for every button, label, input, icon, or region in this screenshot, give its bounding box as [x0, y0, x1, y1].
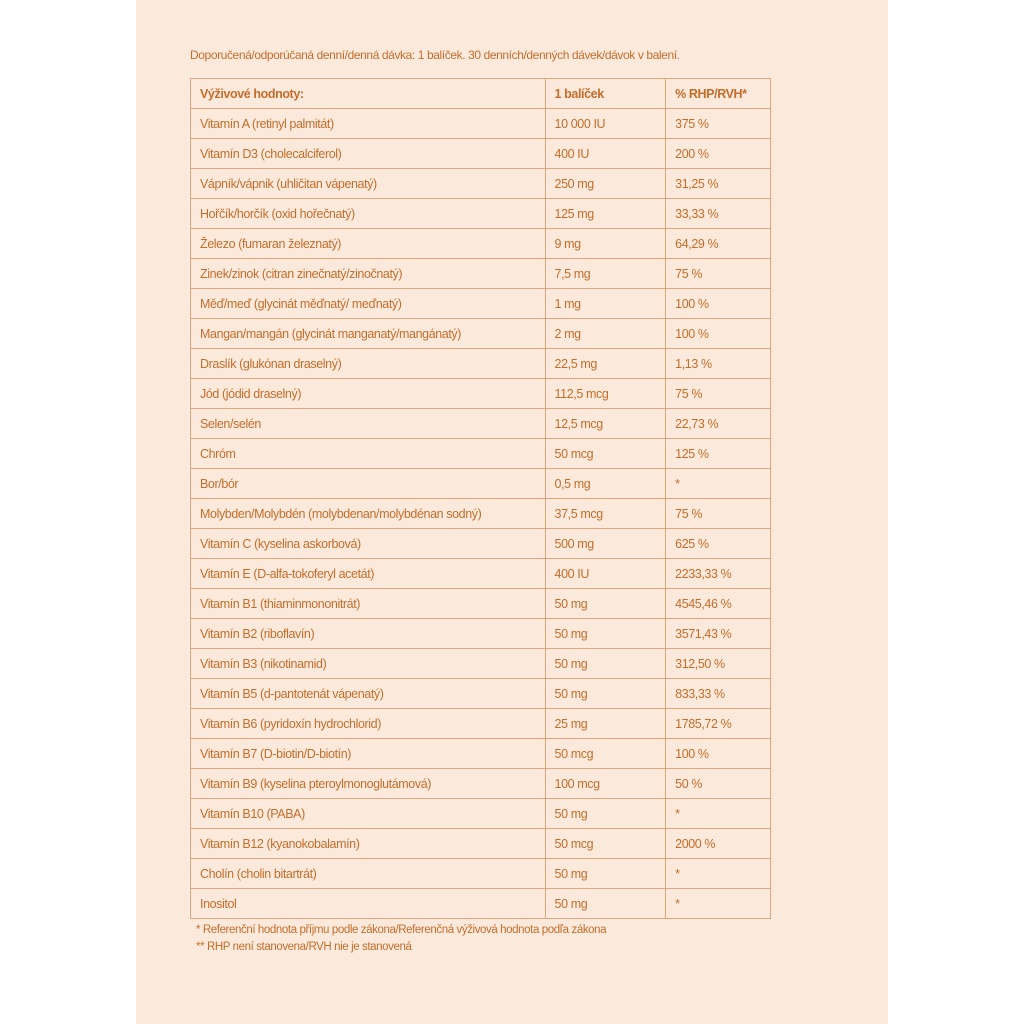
table-row [191, 649, 771, 679]
rhp-percent: 31,25 % [666, 169, 771, 199]
amount: 9 mg [545, 229, 666, 259]
nutrient-name: Inositol [191, 889, 546, 919]
rhp-percent: 2233,33 % [666, 559, 771, 589]
table-row [191, 739, 771, 769]
rhp-percent: 125 % [666, 439, 771, 469]
rhp-percent: 1,13 % [666, 349, 771, 379]
table-row [191, 199, 771, 229]
table-row [191, 409, 771, 439]
amount: 50 mcg [545, 739, 666, 769]
amount: 25 mg [545, 709, 666, 739]
table-row [191, 829, 771, 859]
rhp-percent: 3571,43 % [666, 619, 771, 649]
nutrient-name: Bor/bór [191, 469, 546, 499]
nutrient-name: Vitamín D3 (cholecalciferol) [191, 139, 546, 169]
rhp-percent: 4545,46 % [666, 589, 771, 619]
table-row [191, 799, 771, 829]
amount: 50 mg [545, 619, 666, 649]
amount: 12,5 mcg [545, 409, 666, 439]
table-row [191, 559, 771, 589]
table-row [191, 709, 771, 739]
table-row [191, 469, 771, 499]
table-row [191, 169, 771, 199]
table-row [191, 889, 771, 919]
rhp-percent: 1785,72 % [666, 709, 771, 739]
rhp-percent: 200 % [666, 139, 771, 169]
header-nutrient: Výživové hodnoty: [191, 79, 546, 109]
table-row [191, 439, 771, 469]
nutrient-name: Vitamín C (kyselina askorbová) [191, 529, 546, 559]
nutrient-name: Molybden/Molybdén (molybdenan/molybdénan sodný) [191, 499, 546, 529]
table-row [191, 259, 771, 289]
amount: 50 mg [545, 799, 666, 829]
dosage-intro: Doporučená/odporúčaná denní/denná dávka: 1 balíček. 30 denních/denných dávek/dávok v balení. [190, 48, 680, 62]
nutrient-name: Cholín (cholin bitartrát) [191, 859, 546, 889]
amount: 1 mg [545, 289, 666, 319]
amount: 7,5 mg [545, 259, 666, 289]
amount: 50 mg [545, 889, 666, 919]
rhp-percent: * [666, 889, 771, 919]
table-header-row [191, 79, 771, 109]
rhp-percent: 312,50 % [666, 649, 771, 679]
rhp-percent: 75 % [666, 259, 771, 289]
nutrient-name: Mangan/mangán (glycinát manganatý/mangánatý) [191, 319, 546, 349]
rhp-percent: 100 % [666, 739, 771, 769]
amount: 250 mg [545, 169, 666, 199]
nutrient-name: Jód (jódid draselný) [191, 379, 546, 409]
nutrient-name: Hořčík/horčík (oxid hořečnatý) [191, 199, 546, 229]
table-row [191, 499, 771, 529]
table-row [191, 349, 771, 379]
rhp-percent: * [666, 799, 771, 829]
amount: 500 mg [545, 529, 666, 559]
nutrient-name: Vitamín B12 (kyanokobalamín) [191, 829, 546, 859]
amount: 50 mg [545, 649, 666, 679]
amount: 50 mg [545, 859, 666, 889]
amount: 0,5 mg [545, 469, 666, 499]
amount: 50 mcg [545, 829, 666, 859]
header-rhp: % RHP/RVH* [666, 79, 771, 109]
amount: 125 mg [545, 199, 666, 229]
rhp-percent: 75 % [666, 379, 771, 409]
nutrient-name: Vitamín B3 (nikotinamid) [191, 649, 546, 679]
table-row [191, 319, 771, 349]
nutrient-name: Vitamín B5 (d-pantotenát vápenatý) [191, 679, 546, 709]
rhp-percent: * [666, 859, 771, 889]
table-row [191, 679, 771, 709]
nutrient-name: Vápník/vápnik (uhličitan vápenatý) [191, 169, 546, 199]
amount: 37,5 mcg [545, 499, 666, 529]
rhp-percent: * [666, 469, 771, 499]
nutrient-name: Měď/meď (glycinát měďnatý/ meďnatý) [191, 289, 546, 319]
table-row [191, 769, 771, 799]
footnotes [196, 922, 606, 956]
nutrition-table [190, 78, 771, 919]
amount: 100 mcg [545, 769, 666, 799]
nutrient-name: Vitamín B2 (riboflavín) [191, 619, 546, 649]
rhp-percent: 64,29 % [666, 229, 771, 259]
rhp-percent: 625 % [666, 529, 771, 559]
rhp-percent: 75 % [666, 499, 771, 529]
footnote-not-set: ** RHP není stanovena/RVH nie je stanovená [196, 941, 412, 953]
nutrient-name: Zinek/zinok (citran zinečnatý/zinočnatý) [191, 259, 546, 289]
rhp-percent: 33,33 % [666, 199, 771, 229]
nutrient-name: Vitamín B7 (D-biotin/D-biotín) [191, 739, 546, 769]
amount: 400 IU [545, 139, 666, 169]
table-row [191, 379, 771, 409]
table-row [191, 619, 771, 649]
rhp-percent: 100 % [666, 289, 771, 319]
rhp-percent: 2000 % [666, 829, 771, 859]
header-amount: 1 balíček [545, 79, 666, 109]
table-row [191, 859, 771, 889]
amount: 112,5 mcg [545, 379, 666, 409]
nutrient-name: Draslík (glukónan draselný) [191, 349, 546, 379]
footnote-reference: * Referenční hodnota příjmu podle zákona/Referenčná výživová hodnota podľa zákona [196, 924, 607, 936]
rhp-percent: 375 % [666, 109, 771, 139]
table-row [191, 589, 771, 619]
rhp-percent: 50 % [666, 769, 771, 799]
table-row [191, 529, 771, 559]
amount: 400 IU [545, 559, 666, 589]
amount: 50 mcg [545, 439, 666, 469]
amount: 50 mg [545, 589, 666, 619]
table-row [191, 229, 771, 259]
amount: 2 mg [545, 319, 666, 349]
nutrient-name: Vitamín B9 (kyselina pteroylmonoglutámová) [191, 769, 546, 799]
nutrient-name: Železo (fumaran železnatý) [191, 229, 546, 259]
nutrient-name: Vitamín E (D-alfa-tokoferyl acetát) [191, 559, 546, 589]
nutrient-name: Vitamín B6 (pyridoxín hydrochlorid) [191, 709, 546, 739]
nutrient-name: Vitamín A (retinyl palmitát) [191, 109, 546, 139]
nutrient-name: Vitamín B1 (thiaminmononitrát) [191, 589, 546, 619]
amount: 10 000 IU [545, 109, 666, 139]
nutrient-name: Selen/selén [191, 409, 546, 439]
nutrient-name: Vitamín B10 (PABA) [191, 799, 546, 829]
rhp-percent: 22,73 % [666, 409, 771, 439]
table-row [191, 109, 771, 139]
rhp-percent: 100 % [666, 319, 771, 349]
table-row [191, 139, 771, 169]
amount: 22,5 mg [545, 349, 666, 379]
amount: 50 mg [545, 679, 666, 709]
table-row [191, 289, 771, 319]
nutrient-name: Chróm [191, 439, 546, 469]
rhp-percent: 833,33 % [666, 679, 771, 709]
